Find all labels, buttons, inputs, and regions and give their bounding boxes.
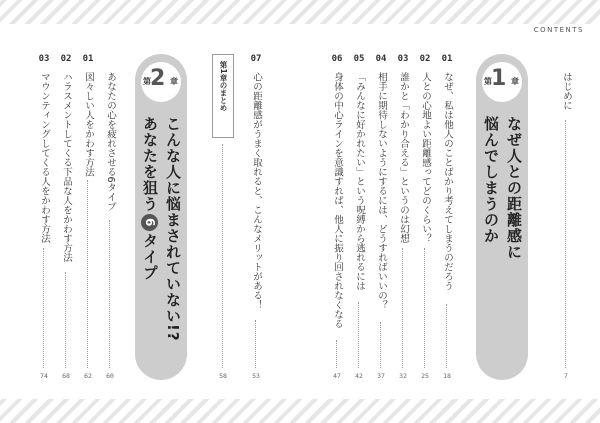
entry-page: 68	[62, 372, 70, 380]
entry-page: 25	[421, 372, 429, 380]
entry-title: マウンティングしてくる人をかわす方法	[39, 72, 50, 243]
entry-title: 誰かと「わかり合える」というのは幻想	[398, 72, 409, 243]
chapter1-prefix: 第	[484, 77, 492, 86]
toc-entry-ch2-02[interactable]	[55, 42, 77, 382]
entry-number: 06	[331, 54, 343, 64]
chapter1-suffix: 章	[511, 77, 519, 86]
chapter1-title-line2: 悩んでしまうのか	[482, 116, 500, 244]
leader-dots	[65, 272, 66, 368]
intro-page: 7	[564, 372, 568, 380]
entry-title: 人との心地よい距離感ってどのくらい？	[420, 72, 431, 243]
leader-dots	[109, 220, 110, 368]
toc-entry-intro[interactable]	[555, 42, 577, 382]
entry-number: 02	[419, 54, 431, 64]
toc-entry-ch1-04[interactable]	[370, 42, 392, 382]
toc-entry-ch2-03[interactable]	[33, 42, 55, 382]
leader-dots	[402, 248, 403, 368]
entry-page: 32	[399, 372, 407, 380]
chapter1-title-line1: なぜ人との距離感に	[505, 116, 523, 260]
toc-entry-ch1-05[interactable]	[348, 42, 370, 382]
toc-entry-ch1-02[interactable]	[414, 42, 436, 382]
entry-title: 身体の中心ラインを意識すれば、他人に振り回されなくなる	[332, 72, 343, 329]
entry-number: 07	[250, 54, 262, 64]
entry-number: 03	[397, 54, 409, 64]
chapter2-title-line2-post: タイプ	[141, 233, 159, 281]
entry-number: 04	[375, 54, 387, 64]
entry-title: 相手に期待しないようにするには、どうすればいいの？	[376, 72, 387, 310]
entry-title: あなたの心を疲れさせる6タイプ	[105, 72, 116, 212]
entry-page: 37	[377, 372, 385, 380]
intro-title: はじめに	[561, 72, 572, 110]
chapter1-number: 1	[491, 66, 507, 91]
leader-dots	[380, 322, 381, 368]
entry-number: 01	[441, 54, 453, 64]
leader-dots	[358, 302, 359, 368]
leader-dots	[43, 248, 44, 368]
leader-dots	[87, 180, 88, 368]
chapter1-heading[interactable]	[476, 54, 528, 380]
entry-page: 74	[40, 372, 48, 380]
toc-entry-ch1-03[interactable]	[392, 42, 414, 382]
entry-title: 図々しい人をかわす方法	[83, 72, 94, 177]
chapter2-title-line2-pre: あなたを狙う	[141, 116, 159, 212]
chapter2-prefix: 第	[143, 77, 151, 86]
chapter2-suffix: 章	[170, 77, 178, 86]
entry-title: 「みんなに好かれたい」という呪縛から逃れるには	[354, 72, 365, 291]
entry-title: なぜ、私は他人のことばかり考えてしまうのだろう	[442, 72, 453, 291]
leader-dots	[446, 304, 447, 368]
chapter1-summary-label	[212, 54, 234, 138]
leader-dots	[565, 120, 566, 368]
contents-header: CONTENTS	[533, 26, 584, 34]
entry-title: 心の距離感がうまく取れると、こんなメリットがある！	[251, 72, 262, 310]
entry-page: 62	[84, 372, 92, 380]
entry-number: 01	[82, 54, 94, 64]
chapter2-heading[interactable]	[135, 54, 187, 380]
entry-number: 03	[38, 54, 50, 64]
bottom-stripe-decoration	[0, 399, 600, 423]
toc-entry-ch1-07[interactable]	[245, 42, 267, 382]
chapter2-title-line2	[139, 116, 161, 281]
entry-number: 05	[353, 54, 365, 64]
leader-dots	[222, 144, 223, 368]
toc-entry-ch1-06[interactable]	[326, 42, 348, 382]
chapter2-title-line1: こんな人に悩まされていない!?	[164, 116, 182, 342]
toc-entry-ch1-01[interactable]	[436, 42, 458, 382]
entry-page: 53	[252, 372, 260, 380]
chapter2-number: 2	[150, 66, 166, 91]
entry-page: 18	[443, 372, 451, 380]
leader-dots	[424, 248, 425, 368]
entry-number: 02	[60, 54, 72, 64]
top-stripe-decoration	[0, 0, 600, 24]
summary-page: 58	[219, 372, 227, 380]
leader-dots	[255, 320, 256, 368]
chapter2-six-badge: 6	[141, 214, 158, 231]
entry-title: ハラスメントしてくる下品な人をかわす方法	[61, 72, 72, 262]
summary-label-text: 第1章のまとめ	[219, 61, 228, 112]
entry-page: 42	[355, 372, 363, 380]
leader-dots	[336, 340, 337, 368]
entry-page: 60	[106, 372, 114, 380]
entry-page: 47	[333, 372, 341, 380]
toc-entry-ch2-01[interactable]	[77, 42, 99, 382]
toc-entry-ch2-intro[interactable]	[99, 42, 121, 382]
